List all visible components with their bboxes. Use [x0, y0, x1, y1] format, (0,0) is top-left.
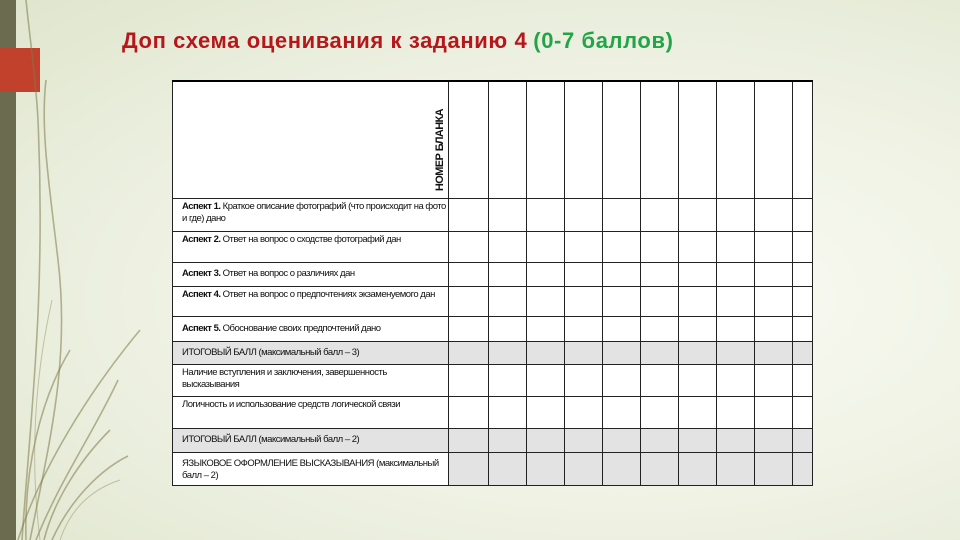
- grade-cell[interactable]: [793, 262, 813, 286]
- grade-cell[interactable]: [565, 81, 603, 198]
- assessment-table: [172, 80, 813, 486]
- aspect-text: Обоснование своих предпочтений дано: [220, 322, 381, 334]
- grade-cell[interactable]: [755, 396, 793, 428]
- grade-cell[interactable]: [641, 286, 679, 316]
- grade-cell[interactable]: [641, 428, 679, 452]
- grade-cell[interactable]: [793, 396, 813, 428]
- grade-cell[interactable]: [565, 341, 603, 364]
- grade-cell[interactable]: [527, 262, 565, 286]
- grade-cell[interactable]: [603, 341, 641, 364]
- grade-cell[interactable]: [641, 81, 679, 198]
- grade-cell[interactable]: [603, 198, 641, 231]
- grade-cell[interactable]: [449, 198, 489, 231]
- grade-cell[interactable]: [565, 428, 603, 452]
- row-label: [173, 341, 449, 364]
- grade-cell[interactable]: [793, 316, 813, 341]
- grade-cell[interactable]: [641, 452, 679, 485]
- title-main: Доп схема оценивания к заданию 4: [122, 28, 528, 53]
- grade-cell[interactable]: [717, 262, 755, 286]
- aspect-label: Аспект 1.: [182, 200, 221, 212]
- grade-cell[interactable]: [489, 81, 527, 198]
- grade-cell[interactable]: [641, 316, 679, 341]
- table-row: [173, 231, 813, 262]
- row-label: [173, 286, 449, 316]
- grade-cell[interactable]: [527, 316, 565, 341]
- language-text: ЯЗЫКОВОЕ ОФОРМЛЕНИЕ ВЫСКАЗЫВАНИЯ (максимальный балл – 2): [182, 457, 439, 481]
- grade-cell[interactable]: [679, 81, 717, 198]
- grade-cell[interactable]: [489, 452, 527, 485]
- grade-cell[interactable]: [755, 81, 793, 198]
- grade-cell[interactable]: [755, 262, 793, 286]
- row-label: [173, 231, 449, 262]
- grade-cell[interactable]: [603, 364, 641, 396]
- grade-cell[interactable]: [489, 198, 527, 231]
- grade-cell[interactable]: [449, 316, 489, 341]
- blank-number-label: НОМЕР БЛАНКА: [434, 109, 446, 192]
- grade-cell[interactable]: [679, 428, 717, 452]
- grade-cell[interactable]: [527, 452, 565, 485]
- grade-cell[interactable]: [679, 198, 717, 231]
- aspect-label: Аспект 5.: [182, 322, 221, 334]
- row-label: [173, 262, 449, 286]
- grade-cell[interactable]: [565, 396, 603, 428]
- grade-cell[interactable]: [641, 396, 679, 428]
- grade-cell[interactable]: [449, 396, 489, 428]
- grade-cell[interactable]: [679, 262, 717, 286]
- grade-cell[interactable]: [565, 364, 603, 396]
- grade-cell[interactable]: [489, 262, 527, 286]
- criterion-text: Логичность и использование средств логической связи: [182, 398, 401, 410]
- grade-cell[interactable]: [793, 428, 813, 452]
- table-row: [173, 364, 813, 396]
- grade-cell[interactable]: [565, 452, 603, 485]
- grade-cell[interactable]: [449, 262, 489, 286]
- grade-cell[interactable]: [449, 341, 489, 364]
- table-row: [173, 316, 813, 341]
- grade-cell[interactable]: [527, 81, 565, 198]
- grade-cell[interactable]: [603, 428, 641, 452]
- grade-cell[interactable]: [641, 262, 679, 286]
- row-label: [173, 452, 449, 485]
- row-label: [173, 428, 449, 452]
- grade-cell[interactable]: [717, 286, 755, 316]
- total-row: [173, 428, 813, 452]
- grade-cell[interactable]: [755, 452, 793, 485]
- grade-cell[interactable]: [449, 364, 489, 396]
- grade-cell[interactable]: [489, 341, 527, 364]
- grade-cell[interactable]: [793, 364, 813, 396]
- grade-cell[interactable]: [679, 316, 717, 341]
- grade-cell[interactable]: [603, 316, 641, 341]
- grade-cell[interactable]: [449, 81, 489, 198]
- grade-cell[interactable]: [793, 81, 813, 198]
- grade-cell[interactable]: [717, 231, 755, 262]
- grade-cell[interactable]: [449, 428, 489, 452]
- grade-cell[interactable]: [793, 341, 813, 364]
- grade-cell[interactable]: [489, 286, 527, 316]
- total-row: [173, 341, 813, 364]
- grade-cell[interactable]: [603, 81, 641, 198]
- aspect-text: Ответ на вопрос о сходстве фотографий дан: [220, 233, 401, 245]
- grade-cell[interactable]: [489, 316, 527, 341]
- grade-cell[interactable]: [679, 286, 717, 316]
- grade-cell[interactable]: [717, 81, 755, 198]
- aspect-text: Ответ на вопрос о различиях дан: [220, 267, 355, 279]
- row-label: [173, 364, 449, 396]
- grade-cell[interactable]: [527, 341, 565, 364]
- row-label: [173, 316, 449, 341]
- grade-cell[interactable]: [793, 231, 813, 262]
- grade-cell[interactable]: [793, 198, 813, 231]
- header-row: [173, 81, 813, 198]
- table-row: [173, 396, 813, 428]
- grade-cell[interactable]: [641, 231, 679, 262]
- grade-cell[interactable]: [679, 364, 717, 396]
- grade-cell[interactable]: [527, 428, 565, 452]
- grade-cell[interactable]: [679, 341, 717, 364]
- grade-cell[interactable]: [717, 316, 755, 341]
- page-title: [122, 28, 674, 54]
- title-score: (0-7 баллов): [533, 28, 674, 53]
- grade-cell[interactable]: [449, 231, 489, 262]
- grade-cell[interactable]: [565, 198, 603, 231]
- grade-cell[interactable]: [489, 231, 527, 262]
- grade-cell[interactable]: [527, 286, 565, 316]
- grade-cell[interactable]: [603, 262, 641, 286]
- grade-cell[interactable]: [679, 452, 717, 485]
- grade-cell[interactable]: [565, 316, 603, 341]
- total-row: [173, 452, 813, 485]
- grade-cell[interactable]: [603, 286, 641, 316]
- grade-cell[interactable]: [717, 396, 755, 428]
- grade-cell[interactable]: [603, 231, 641, 262]
- grade-cell[interactable]: [527, 231, 565, 262]
- grade-cell[interactable]: [717, 341, 755, 364]
- grade-cell[interactable]: [679, 231, 717, 262]
- grade-cell[interactable]: [755, 364, 793, 396]
- grade-cell[interactable]: [527, 364, 565, 396]
- grade-cell[interactable]: [565, 231, 603, 262]
- grade-cell[interactable]: [527, 198, 565, 231]
- grade-cell[interactable]: [755, 198, 793, 231]
- grade-cell[interactable]: [755, 341, 793, 364]
- grade-cell[interactable]: [641, 364, 679, 396]
- grade-cell[interactable]: [717, 364, 755, 396]
- grade-cell[interactable]: [755, 316, 793, 341]
- aspect-text: Краткое описание фотографий (что происходит на фото и где) дано: [182, 200, 446, 224]
- aspect-label: Аспект 4.: [182, 288, 221, 300]
- grade-cell[interactable]: [793, 286, 813, 316]
- grade-cell[interactable]: [641, 341, 679, 364]
- grade-cell[interactable]: [489, 396, 527, 428]
- grade-cell[interactable]: [755, 286, 793, 316]
- row-label: [173, 396, 449, 428]
- aspect-text: Ответ на вопрос о предпочтениях экзаменуемого дан: [220, 288, 435, 300]
- grade-cell[interactable]: [489, 428, 527, 452]
- aspect-label: Аспект 3.: [182, 267, 221, 279]
- grade-cell[interactable]: [603, 396, 641, 428]
- grade-cell[interactable]: [603, 452, 641, 485]
- total-text: ИТОГОВЫЙ БАЛЛ (максимальный балл – 3): [182, 346, 360, 358]
- grade-cell[interactable]: [717, 452, 755, 485]
- title-accent-block: [0, 48, 40, 92]
- grade-cell[interactable]: [565, 262, 603, 286]
- aspect-label: Аспект 2.: [182, 233, 221, 245]
- grade-cell[interactable]: [565, 286, 603, 316]
- grade-cell[interactable]: [641, 198, 679, 231]
- grade-cell[interactable]: [755, 231, 793, 262]
- grade-cell[interactable]: [449, 286, 489, 316]
- grade-cell[interactable]: [793, 452, 813, 485]
- criterion-text: Наличие вступления и заключения, завершенность высказывания: [182, 366, 387, 390]
- grade-cell[interactable]: [755, 428, 793, 452]
- table-row: [173, 262, 813, 286]
- grade-cell[interactable]: [527, 396, 565, 428]
- header-label-cell: [173, 81, 449, 198]
- grade-cell[interactable]: [679, 396, 717, 428]
- table-row: [173, 286, 813, 316]
- row-label: [173, 198, 449, 231]
- table-row: [173, 198, 813, 231]
- grade-cell[interactable]: [717, 198, 755, 231]
- grade-cell[interactable]: [489, 364, 527, 396]
- total-text: ИТОГОВЫЙ БАЛЛ (максимальный балл – 2): [182, 433, 360, 445]
- grade-cell[interactable]: [717, 428, 755, 452]
- grade-cell[interactable]: [449, 452, 489, 485]
